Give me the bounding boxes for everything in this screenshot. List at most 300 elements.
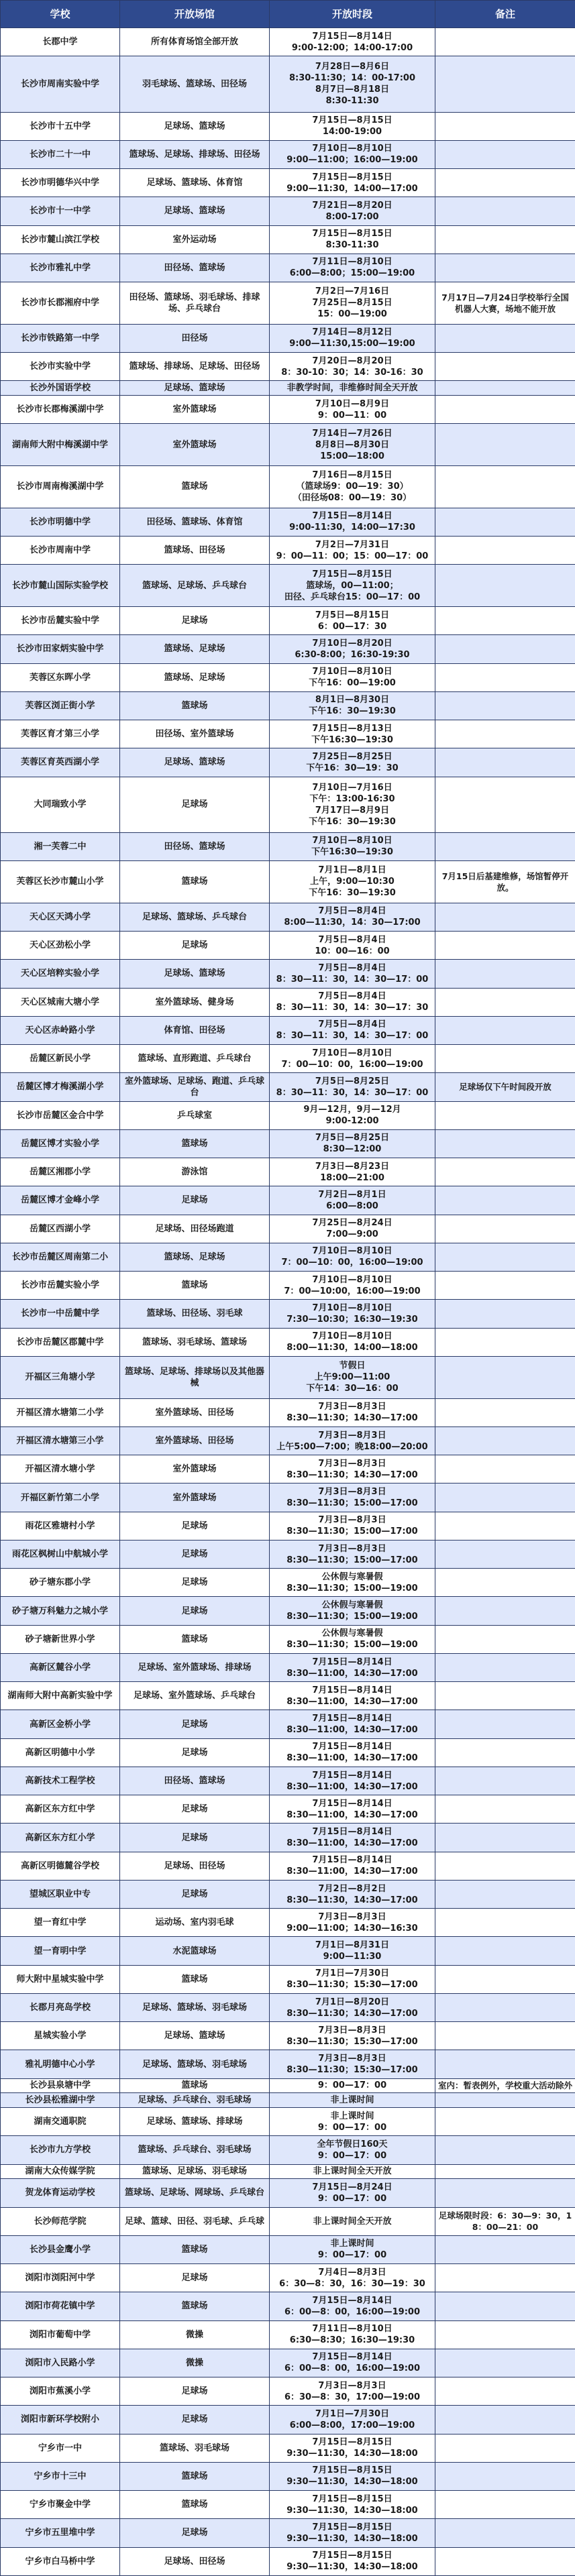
- cell-time: 7月5日—8月4日 8:00—11:30，14：30—17:00: [270, 903, 435, 931]
- cell-venues: 室外篮球场、健身场: [120, 988, 270, 1016]
- cell-note: [435, 2108, 575, 2136]
- table-row: [1, 607, 575, 635]
- table-row: [1, 2320, 575, 2349]
- cell-venues: 足球场: [120, 932, 270, 960]
- cell-note: [435, 2320, 575, 2349]
- table-row: [1, 663, 575, 691]
- cell-venues: 足球场: [120, 2519, 270, 2547]
- cell-note: [435, 396, 575, 424]
- table-row: [1, 381, 575, 396]
- cell-school: 天心区培粹实验小学: [1, 960, 120, 988]
- cell-venues: 足球场: [120, 1738, 270, 1767]
- cell-time: 7月1日—8月20日 8:30—11:30；14:30—17:00: [270, 1993, 435, 2021]
- cell-time: 7月5日—8月25日 8:30—12:00: [270, 1129, 435, 1158]
- cell-school: 湖南大众传媒学院: [1, 2164, 120, 2179]
- cell-time: 7月5日—8月4日 10：00—16：00: [270, 932, 435, 960]
- cell-time: 7月3日—8月23日 18:00—21:00: [270, 1158, 435, 1186]
- cell-note: [435, 2434, 575, 2462]
- header-note: 备注: [435, 1, 575, 28]
- cell-time: 非上课时间 9：00—17：00: [270, 2235, 435, 2263]
- cell-school: 星城实验小学: [1, 2022, 120, 2050]
- cell-note: [435, 1965, 575, 1993]
- cell-note: [435, 466, 575, 508]
- cell-note: [435, 324, 575, 352]
- cell-note: [435, 1328, 575, 1356]
- cell-note: [435, 1795, 575, 1824]
- cell-venues: 室外篮球场: [120, 1455, 270, 1483]
- cell-school: 芙蓉区东晖小学: [1, 663, 120, 691]
- cell-school: 长沙市周南实验中学: [1, 56, 120, 112]
- table-row: [1, 2264, 575, 2292]
- cell-note: [435, 1710, 575, 1738]
- cell-time: 7月2日—8月2日 8:30—11:30，14:30—17:00: [270, 1880, 435, 1908]
- cell-school: 开福区三角塘小学: [1, 1356, 120, 1398]
- cell-time: 非上课时间: [270, 2093, 435, 2108]
- cell-venues: 足球场、篮球场: [120, 381, 270, 396]
- cell-venues: 篮球场、直形跑道、乒乓球台: [120, 1045, 270, 1073]
- cell-school: 长沙县金鹰小学: [1, 2235, 120, 2263]
- cell-time: 7月15日—8月14日 8:30—11:00，14:30—17:00: [270, 1710, 435, 1738]
- cell-venues: 微操: [120, 2320, 270, 2349]
- cell-note: [435, 1243, 575, 1271]
- cell-venues: 所有体育场馆全部开放: [120, 28, 270, 56]
- cell-time: 7月3日—8月3日 6：30—8：30，17:00—19:00: [270, 2377, 435, 2406]
- cell-school: 长沙市麓山滨江学校: [1, 225, 120, 254]
- table-row: [1, 2207, 575, 2235]
- cell-time: 7月2日—7月31日 9：00—11：00；15：00—17：00: [270, 537, 435, 565]
- cell-time: 7月2日—7月16日 7月25日—8月15日 15：00—19:00: [270, 282, 435, 325]
- cell-note: 7月15日后基建维修，场馆暂停开放。: [435, 861, 575, 903]
- cell-school: 长郡月亮岛学校: [1, 1993, 120, 2021]
- cell-note: [435, 1597, 575, 1625]
- cell-note: [435, 1937, 575, 1965]
- cell-school: 高新技术工程学校: [1, 1767, 120, 1795]
- cell-note: [435, 225, 575, 254]
- table-row: [1, 635, 575, 663]
- cell-venues: 篮球场、羽毛球场: [120, 2434, 270, 2462]
- table-row: [1, 225, 575, 254]
- cell-school: 宁乡市一中: [1, 2434, 120, 2462]
- cell-note: 室内：暂表例外，学校重大活动除外: [435, 2078, 575, 2093]
- cell-school: 高新区明德中小学: [1, 1738, 120, 1767]
- cell-time: 7月15日—8月15日 14:00-19:00: [270, 112, 435, 140]
- cell-school: 雅礼明德中心小学: [1, 2050, 120, 2078]
- cell-note: [435, 2462, 575, 2490]
- cell-venues: 足球、篮球、田径、羽毛球、乒乓球: [120, 2207, 270, 2235]
- table-row: [1, 140, 575, 168]
- cell-school: 长沙县泉塘中学: [1, 2078, 120, 2093]
- cell-note: [435, 2349, 575, 2377]
- table-row: [1, 691, 575, 720]
- header-time: 开放时段: [270, 1, 435, 28]
- cell-note: [435, 1158, 575, 1186]
- cell-note: [435, 1852, 575, 1880]
- header-venues: 开放场馆: [120, 1, 270, 28]
- cell-school: 岳麓区湘郡小学: [1, 1158, 120, 1186]
- cell-note: [435, 565, 575, 607]
- cell-school: 浏阳市蕉溪小学: [1, 2377, 120, 2406]
- cell-time: 7月15日—8月14日 8:30—11:00，14:30—17:00: [270, 1738, 435, 1767]
- table-row: [1, 254, 575, 282]
- cell-venues: 篮球场、足球场: [120, 635, 270, 663]
- cell-venues: 足球场: [120, 1880, 270, 1908]
- cell-venues: 足球场: [120, 1512, 270, 1540]
- table-row: [1, 1328, 575, 1356]
- cell-note: [435, 1993, 575, 2021]
- cell-time: 7月11日—8月10日 6:00—8:00；15:00—19:00: [270, 254, 435, 282]
- cell-time: 非教学时间，非维修时间全天开放: [270, 381, 435, 396]
- cell-school: 芙蓉区浏正街小学: [1, 691, 120, 720]
- table-row: [1, 1045, 575, 1073]
- cell-time: 7月3日—8月3日 9:00—11:00；14:30—16:30: [270, 1909, 435, 1937]
- cell-time: 7月15日—8月13日 下午16:30—19:30: [270, 720, 435, 748]
- cell-school: 长沙市岳麓区金合中学: [1, 1101, 120, 1129]
- cell-venues: 足球场、篮球场、乒乓球台: [120, 903, 270, 931]
- cell-venues: 篮球场: [120, 2292, 270, 2320]
- table-row: [1, 1540, 575, 1568]
- cell-school: 天心区天鸿小学: [1, 903, 120, 931]
- cell-note: [435, 607, 575, 635]
- cell-venues: 足球场、篮球场: [120, 960, 270, 988]
- cell-venues: 微操: [120, 2349, 270, 2377]
- cell-note: [435, 254, 575, 282]
- cell-time: 非上课时间全天开放: [270, 2164, 435, 2179]
- table-row: [1, 112, 575, 140]
- table-row: [1, 832, 575, 860]
- cell-school: 长沙外国语学校: [1, 381, 120, 396]
- cell-venues: 田径场、室外篮球场: [120, 720, 270, 748]
- cell-venues: 羽毛球场、篮球场、田径场: [120, 56, 270, 112]
- cell-venues: 足球场: [120, 2406, 270, 2434]
- cell-venues: 篮球场: [120, 2491, 270, 2519]
- cell-school: 长沙市岳麓实验小学: [1, 1272, 120, 1300]
- table-row: [1, 197, 575, 225]
- cell-note: [435, 988, 575, 1016]
- cell-venues: 篮球场、田径场、羽毛球: [120, 1300, 270, 1328]
- cell-note: [435, 2050, 575, 2078]
- cell-venues: 体育馆、田径场: [120, 1016, 270, 1044]
- cell-note: [435, 2136, 575, 2164]
- cell-note: [435, 508, 575, 536]
- cell-time: 7月15日—8月14日 9:00-11:30，14:00—17:30: [270, 508, 435, 536]
- cell-note: [435, 1016, 575, 1044]
- cell-note: [435, 932, 575, 960]
- cell-venues: 室外篮球场: [120, 396, 270, 424]
- cell-note: [435, 1215, 575, 1243]
- cell-time: 公休假与寒暑假 8:30—11:30；15:00—19:00: [270, 1625, 435, 1653]
- cell-time: 7月15日—8月15日 9:00—11:30，14:00—17:00: [270, 169, 435, 197]
- table-row: [1, 1682, 575, 1710]
- cell-note: [435, 169, 575, 197]
- cell-note: [435, 720, 575, 748]
- cell-venues: 水泥篮球场: [120, 1937, 270, 1965]
- cell-venues: 足球场: [120, 1824, 270, 1852]
- cell-venues: 足球场: [120, 607, 270, 635]
- cell-school: 开福区清水塘第三小学: [1, 1426, 120, 1455]
- cell-time: 7月3日—8月3日 上午5:00—7:00；晚18:00—20:00: [270, 1426, 435, 1455]
- cell-note: [435, 2377, 575, 2406]
- table-row: [1, 2462, 575, 2490]
- cell-venues: 足球场、篮球场: [120, 2022, 270, 2050]
- cell-school: 长沙市十五中学: [1, 112, 120, 140]
- cell-school: 长沙市雅礼中学: [1, 254, 120, 282]
- table-row: [1, 537, 575, 565]
- table-row: [1, 2093, 575, 2108]
- cell-venues: 足球场: [120, 1186, 270, 1215]
- cell-time: 7月21日—8月20日 8:00-17:00: [270, 197, 435, 225]
- table-row: [1, 988, 575, 1016]
- cell-note: [435, 1569, 575, 1597]
- cell-school: 高新区明德麓谷学校: [1, 1852, 120, 1880]
- table-row: [1, 1186, 575, 1215]
- cell-venues: 足球场、篮球场: [120, 197, 270, 225]
- cell-school: 砂子塘新世界小学: [1, 1625, 120, 1653]
- cell-note: [435, 1880, 575, 1908]
- cell-venues: 篮球场: [120, 2462, 270, 2490]
- cell-venues: 足球场、室外篮球场、乒乓球台: [120, 1682, 270, 1710]
- table-row: [1, 1710, 575, 1738]
- table-row: [1, 1824, 575, 1852]
- cell-school: 长沙市实验中学: [1, 353, 120, 381]
- cell-school: 宁乡市白马桥中学: [1, 2547, 120, 2575]
- table-row: [1, 777, 575, 832]
- cell-time: 7月5日—8月4日 8：30—11：30，14：30—17：30: [270, 988, 435, 1016]
- table-row: [1, 720, 575, 748]
- cell-time: 7月15日—8月15日 8:30-11:30: [270, 225, 435, 254]
- cell-note: [435, 2164, 575, 2179]
- cell-note: [435, 1909, 575, 1937]
- cell-school: 芙蓉区育才第三小学: [1, 720, 120, 748]
- cell-venues: 足球场: [120, 1710, 270, 1738]
- cell-venues: 篮球场、乒乓球台、羽毛球场: [120, 2136, 270, 2164]
- cell-school: 宁乡市聚金中学: [1, 2491, 120, 2519]
- cell-time: 7月3日—8月3日 8:30—11:30；15:00—17:00: [270, 1540, 435, 1568]
- cell-time: 全年节假日160天 9：00—17：00: [270, 2136, 435, 2164]
- table-row: [1, 2519, 575, 2547]
- cell-time: 7月15日—8月15日 9:30—11:30，14:30—18:00: [270, 2434, 435, 2462]
- cell-school: 长沙市田家炳实验中学: [1, 635, 120, 663]
- cell-venues: 篮球场、足球场、网球场、乒乓球台: [120, 2179, 270, 2207]
- table-row: [1, 2179, 575, 2207]
- cell-time: 7月15日—8月14日 6：00—8：00，16:00—19:00: [270, 2292, 435, 2320]
- cell-time: 7月5日—8月4日 8：30—11：30，14：30—17：00: [270, 1016, 435, 1044]
- cell-time: 7月10日—8月10日 7：00—10：00，16:00—19:00: [270, 1045, 435, 1073]
- cell-note: [435, 2093, 575, 2108]
- cell-time: 7月15日—8月15日 篮球场，00—11:00； 田径、乒乓球台15：00—17：00: [270, 565, 435, 607]
- cell-note: [435, 2264, 575, 2292]
- cell-school: 开福区清水塘第二小学: [1, 1398, 120, 1426]
- cell-time: 7月10日—8月10日 9:00—11:00；16:00—19:00: [270, 140, 435, 168]
- cell-time: 7月5日—8月25日 8：30—11：30，14：30—17：00: [270, 1073, 435, 1101]
- cell-note: [435, 2022, 575, 2050]
- cell-time: 7月10日—8月10日 8:00—11:30，14:00—18:00: [270, 1328, 435, 1356]
- cell-note: [435, 1356, 575, 1398]
- table-row: [1, 508, 575, 536]
- cell-note: [435, 1129, 575, 1158]
- cell-time: 7月15日—8月15日 9:30—11:30，14:30—18:00: [270, 2519, 435, 2547]
- cell-venues: 篮球场: [120, 466, 270, 508]
- cell-note: [435, 1767, 575, 1795]
- cell-note: [435, 777, 575, 832]
- cell-time: 7月3日—8月3日 8:30—11:30；14:30—17:00: [270, 1398, 435, 1426]
- cell-note: 足球场仅下午时间段开放: [435, 1073, 575, 1101]
- cell-venues: 篮球场、足球场、羽毛球场: [120, 2164, 270, 2179]
- cell-venues: 篮球场: [120, 1129, 270, 1158]
- cell-time: 7月15日—8月14日 8:30—11:00，14:30—17:00: [270, 1824, 435, 1852]
- cell-school: 浏阳市荷花镇中学: [1, 2292, 120, 2320]
- cell-school: 长沙市二十一中: [1, 140, 120, 168]
- table-row: [1, 1597, 575, 1625]
- table-row: [1, 324, 575, 352]
- table-row: [1, 424, 575, 466]
- cell-school: 高新区金桥小学: [1, 1710, 120, 1738]
- cell-note: [435, 2235, 575, 2263]
- cell-school: 芙蓉区育英西湖小学: [1, 748, 120, 777]
- table-row: [1, 1965, 575, 1993]
- table-row: [1, 1398, 575, 1426]
- cell-note: [435, 1682, 575, 1710]
- cell-note: [435, 2491, 575, 2519]
- cell-note: [435, 140, 575, 168]
- table-row: [1, 1738, 575, 1767]
- cell-note: [435, 1045, 575, 1073]
- header-row: [1, 1, 575, 28]
- cell-time: 7月11日—8月10日 6:30—8:30；16:30—19:30: [270, 2320, 435, 2349]
- cell-school: 岳麓区新民小学: [1, 1045, 120, 1073]
- cell-venues: 足球场、篮球场: [120, 748, 270, 777]
- cell-note: [435, 663, 575, 691]
- cell-time: 9：00—17：00: [270, 2078, 435, 2093]
- cell-time: 7月14日—7月26日 8月8日—8月30日 15:00—18:00: [270, 424, 435, 466]
- cell-time: 7月4日—8月3日 6：30—8：30，16：30—19：30: [270, 2264, 435, 2292]
- cell-venues: 篮球场、足球场、乒乓球台: [120, 565, 270, 607]
- cell-venues: 篮球场、羽毛球场、篮球场: [120, 1328, 270, 1356]
- cell-school: 长沙市长郡梅溪湖中学: [1, 396, 120, 424]
- cell-school: 宁乡市五里堆中学: [1, 2519, 120, 2547]
- cell-school: 芙蓉区长沙市麓山小学: [1, 861, 120, 903]
- cell-time: 7月28日—8月6日 8:30-11:30；14：00-17:00 8月7日—8月18日 8:30-11:30: [270, 56, 435, 112]
- cell-note: [435, 748, 575, 777]
- cell-venues: 足球场、室外篮球场、排球场: [120, 1653, 270, 1681]
- table-row: [1, 1101, 575, 1129]
- cell-venues: 篮球场、足球场、排球场、田径场: [120, 140, 270, 168]
- cell-time: 7月14日—8月12日 9:00—11:30,15:00—19:00: [270, 324, 435, 352]
- cell-time: 7月10日—8月10日 7：00—10:00，16:00—19:00: [270, 1272, 435, 1300]
- cell-time: 7月10日—8月9日 9：00—11：00: [270, 396, 435, 424]
- cell-note: 足球场限时段：6：30—9：30，18：00—21：00: [435, 2207, 575, 2235]
- cell-note: [435, 832, 575, 860]
- cell-school: 长沙市长郡湘府中学: [1, 282, 120, 325]
- cell-school: 长沙市岳麓区周南第二小: [1, 1243, 120, 1271]
- cell-note: [435, 2292, 575, 2320]
- cell-venues: 足球场、篮球场、体育馆: [120, 169, 270, 197]
- table-row: [1, 2078, 575, 2093]
- table-row: [1, 2349, 575, 2377]
- cell-note: [435, 635, 575, 663]
- cell-school: 长沙市铁路第一中学: [1, 324, 120, 352]
- cell-time: 7月1日—8月31日 9:00—11:30: [270, 1937, 435, 1965]
- cell-time: 公休假与寒暑假 8:30—11:30；15:00—19:00: [270, 1597, 435, 1625]
- cell-time: 7月3日—8月3日 8:30—11:30；15:30—17:00: [270, 2050, 435, 2078]
- cell-note: [435, 1101, 575, 1129]
- cell-school: 岳麓区博才金峰小学: [1, 1186, 120, 1215]
- cell-note: [435, 691, 575, 720]
- cell-note: [435, 1512, 575, 1540]
- cell-venues: 篮球场、田径场: [120, 537, 270, 565]
- table-row: [1, 1073, 575, 1101]
- cell-venues: 篮球场、足球场: [120, 1243, 270, 1271]
- cell-venues: 田径场、篮球场: [120, 1767, 270, 1795]
- cell-school: 湖南师大附中高新实验中学: [1, 1682, 120, 1710]
- cell-time: 7月10日—8月10日 下午16：00—19:00: [270, 663, 435, 691]
- cell-school: 天心区赤岭路小学: [1, 1016, 120, 1044]
- cell-school: 师大附中星城实验中学: [1, 1965, 120, 1993]
- cell-school: 砂子塘东郡小学: [1, 1569, 120, 1597]
- cell-school: 雨花区枫树山中航城小学: [1, 1540, 120, 1568]
- cell-school: 望一育明中学: [1, 1937, 120, 1965]
- cell-venues: 足球场: [120, 777, 270, 832]
- cell-venues: 室外篮球场: [120, 1483, 270, 1512]
- cell-school: 望一育红中学: [1, 1909, 120, 1937]
- cell-venues: 足球场、乒乓球台、羽毛球场: [120, 2093, 270, 2108]
- table-row: [1, 1483, 575, 1512]
- cell-school: 岳麓区西湖小学: [1, 1215, 120, 1243]
- cell-note: [435, 28, 575, 56]
- cell-time: 9月—12月，9月—12月 9:00-12:00: [270, 1101, 435, 1129]
- cell-time: 7月10日—8月20日 6:30-8:00；16:30-19:30: [270, 635, 435, 663]
- table-row: [1, 1426, 575, 1455]
- table-row: [1, 1880, 575, 1908]
- table-row: [1, 1852, 575, 1880]
- cell-venues: 田径场、篮球场、体育馆: [120, 508, 270, 536]
- cell-note: [435, 1398, 575, 1426]
- table-row: [1, 2235, 575, 2263]
- cell-note: [435, 2547, 575, 2575]
- cell-venues: 篮球场: [120, 691, 270, 720]
- cell-school: 天心区劲松小学: [1, 932, 120, 960]
- cell-venues: 室外篮球场、足球场、跑道、乒乓球台: [120, 1073, 270, 1101]
- cell-time: 7月10日—8月10日 下午16:30—19:30: [270, 832, 435, 860]
- table-row: [1, 1215, 575, 1243]
- table-row: [1, 353, 575, 381]
- cell-school: 长沙市岳麓区郡麓中学: [1, 1328, 120, 1356]
- cell-note: [435, 197, 575, 225]
- cell-school: 开福区新竹第二小学: [1, 1483, 120, 1512]
- cell-venues: 篮球场: [120, 1272, 270, 1300]
- cell-time: 7月15日—8月15日 9:30—11:30，14:30—18:00: [270, 2491, 435, 2519]
- cell-time: 7月10日—8月10日 7:30—10:30；16:30—19:30: [270, 1300, 435, 1328]
- cell-school: 岳麓区博才梅溪湖小学: [1, 1073, 120, 1101]
- table-row: [1, 2136, 575, 2164]
- cell-note: [435, 1540, 575, 1568]
- cell-time: 7月3日—8月3日 8:30—11:30；15:30—17:00: [270, 2022, 435, 2050]
- table-row: [1, 960, 575, 988]
- cell-time: 7月15日—8月14日 8:30—11:00，14:30—17:00: [270, 1795, 435, 1824]
- table-row: [1, 565, 575, 607]
- table-row: [1, 903, 575, 931]
- cell-school: 长沙市九方学校: [1, 2136, 120, 2164]
- cell-school: 雨花区雅塘村小学: [1, 1512, 120, 1540]
- cell-note: [435, 903, 575, 931]
- table-row: [1, 396, 575, 424]
- cell-time: 7月25日—8月25日 下午16：30—19：30: [270, 748, 435, 777]
- cell-venues: 足球场: [120, 1540, 270, 1568]
- cell-venues: 田径场、篮球场: [120, 832, 270, 860]
- cell-venues: 足球场: [120, 1795, 270, 1824]
- cell-school: 长沙市周南中学: [1, 537, 120, 565]
- cell-venues: 足球场、田径场跑道: [120, 1215, 270, 1243]
- cell-note: [435, 2406, 575, 2434]
